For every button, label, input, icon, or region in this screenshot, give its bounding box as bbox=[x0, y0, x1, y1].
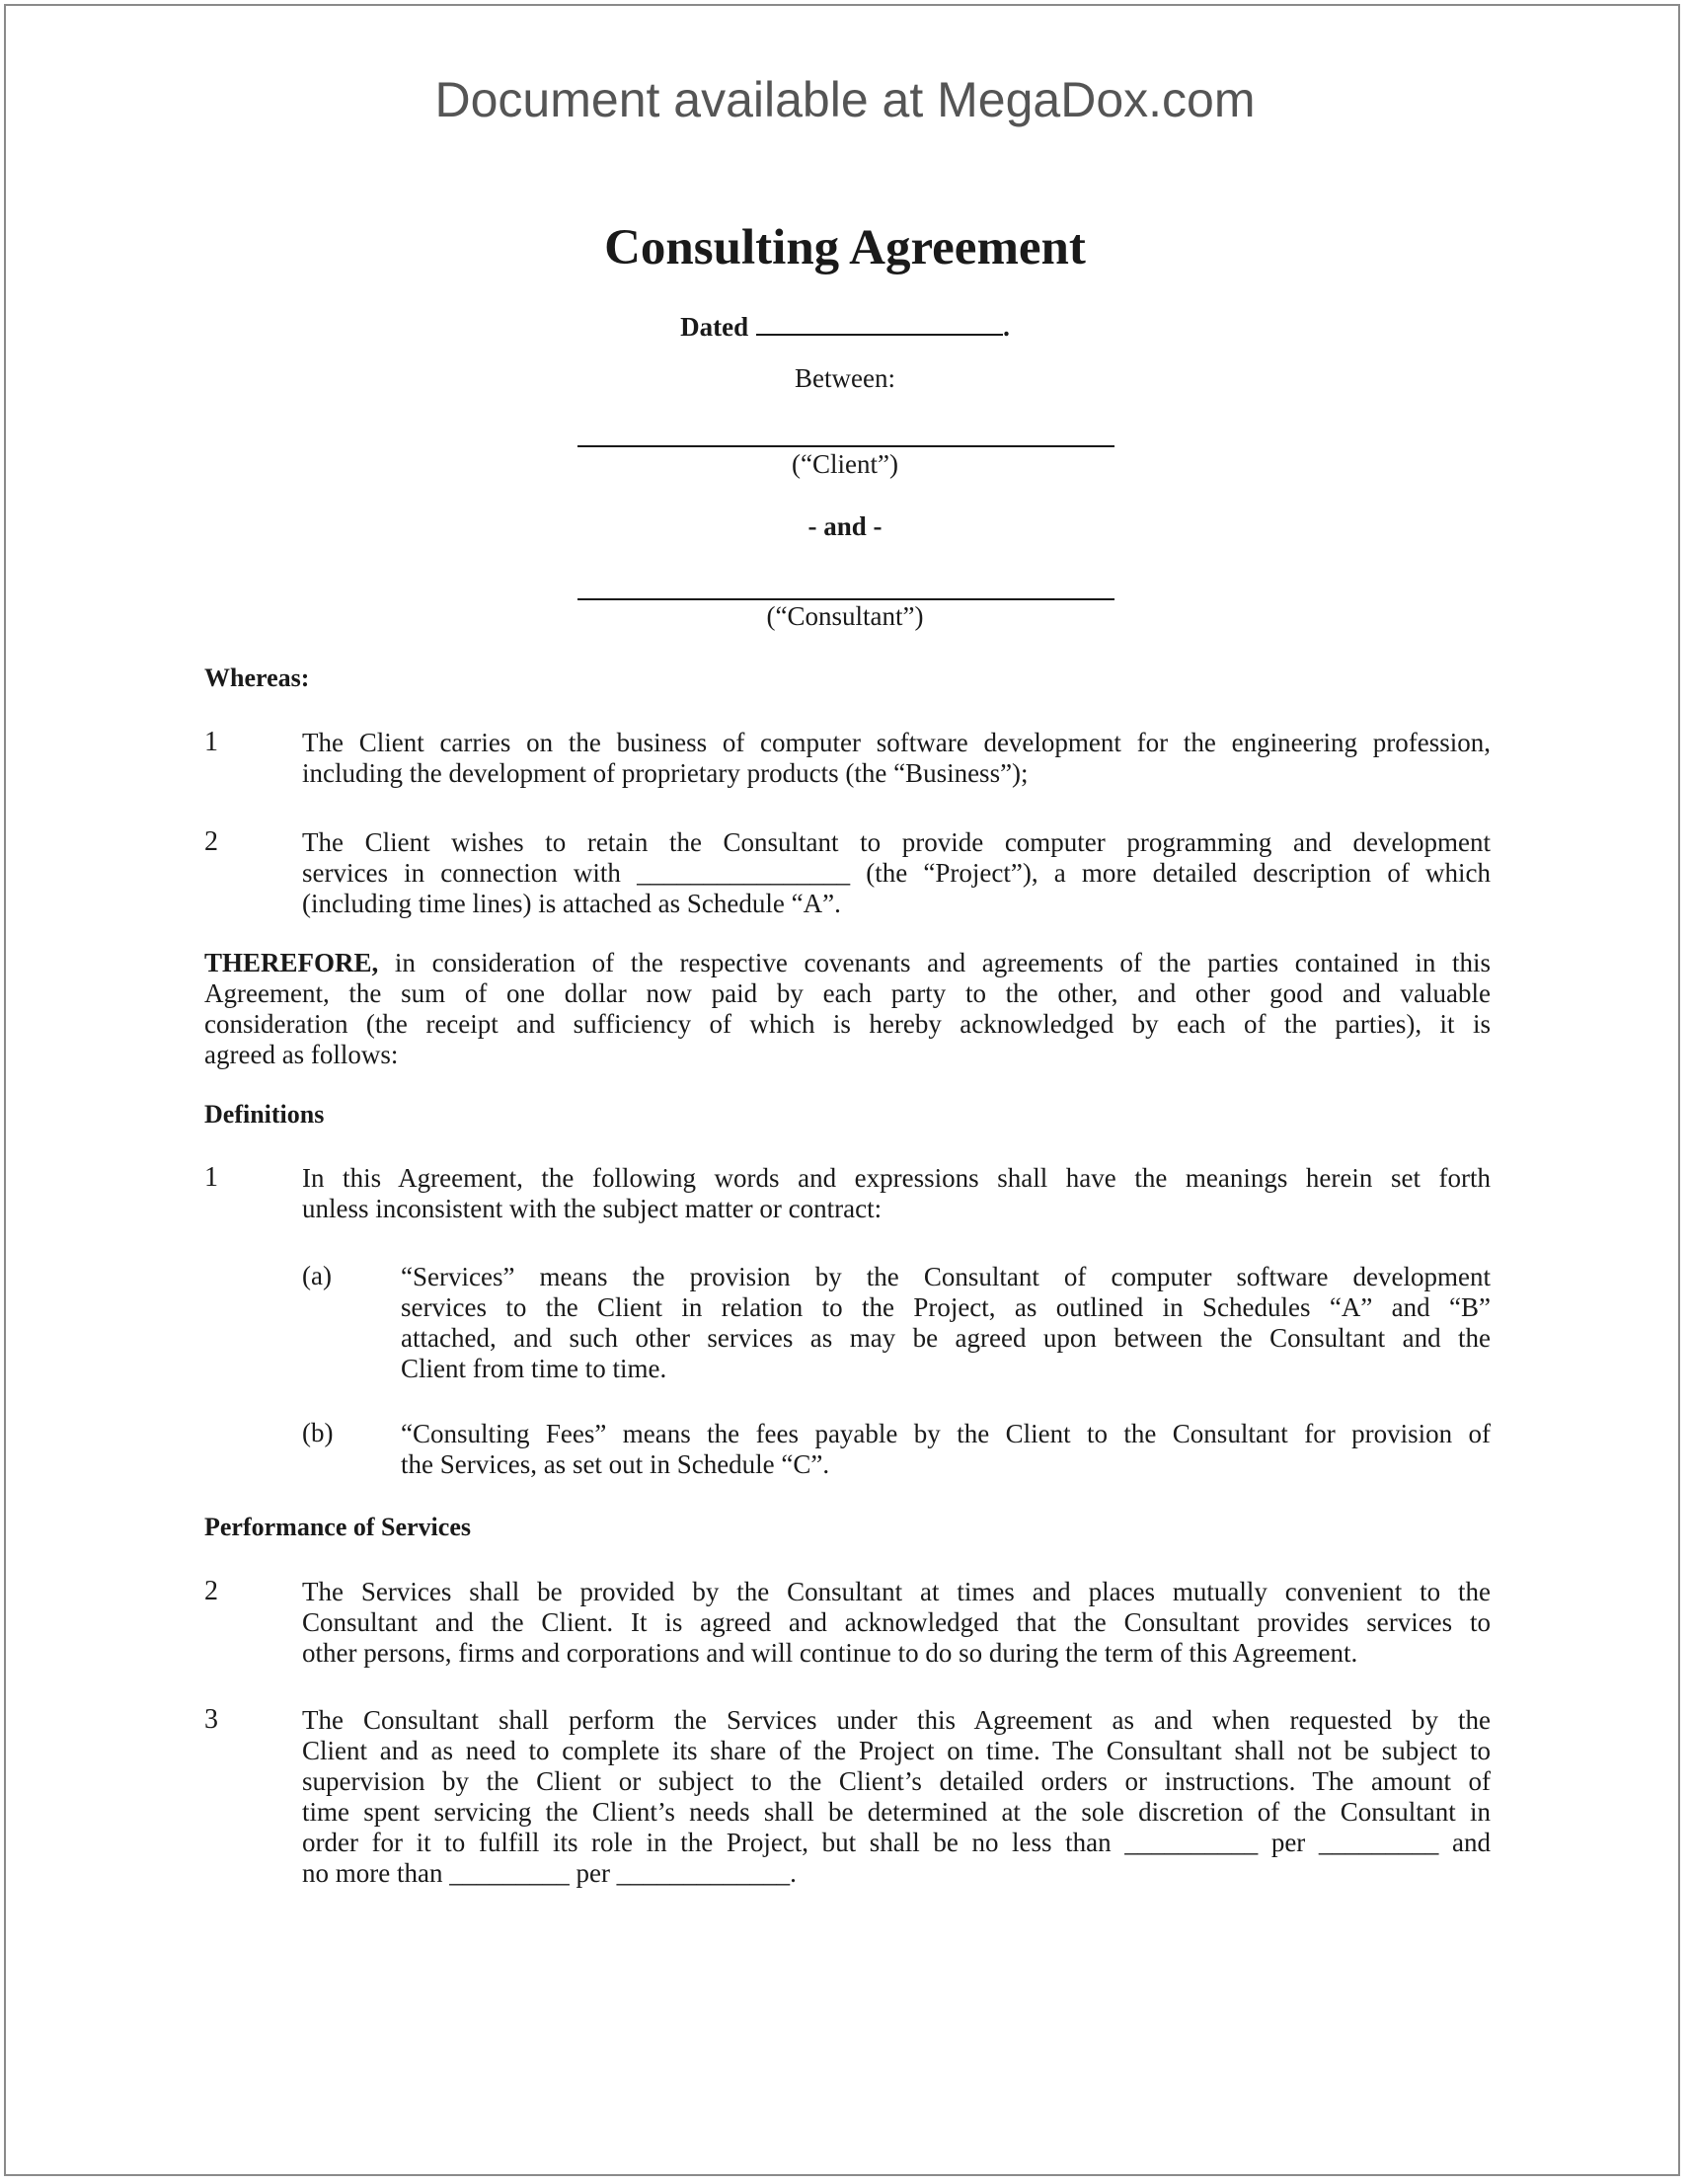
recital-paragraph bbox=[302, 827, 1491, 919]
dated-blank bbox=[756, 308, 1003, 336]
clause-paragraph bbox=[302, 1163, 1491, 1224]
clause-paragraph bbox=[302, 1577, 1491, 1669]
subclause-paragraph bbox=[401, 1262, 1491, 1384]
consultant-signature-line bbox=[577, 598, 1114, 600]
and-separator: - and - bbox=[807, 511, 883, 541]
recital-number: 1 bbox=[204, 727, 218, 757]
subclause-label: (a) bbox=[302, 1261, 332, 1290]
paragraph-line: “Services” means the provision by the Consultant of computer software development bbox=[401, 1262, 1491, 1291]
clause-paragraph bbox=[302, 1705, 1491, 1889]
paragraph-line: including the development of proprietary products (the “Business”); bbox=[302, 758, 1029, 788]
paragraph-line: no more than _________ per _____________. bbox=[302, 1858, 797, 1888]
consultant-tag: (“Consultant”) bbox=[766, 601, 924, 631]
recital-paragraph bbox=[302, 728, 1491, 789]
paragraph-line: The Client wishes to retain the Consultant to provide computer programming and development bbox=[302, 827, 1491, 857]
therefore-line-text: in consideration of the respective covenants and agreements of the parties contained in this bbox=[378, 948, 1491, 977]
recital-number: 2 bbox=[204, 826, 218, 857]
paragraph-line: time spent servicing the Client’s needs shall be determined at the sole discretion of the Consultant in bbox=[302, 1797, 1491, 1827]
therefore-paragraph bbox=[204, 948, 1491, 1070]
paragraph-line: other persons, firms and corporations and will continue to do so during the term of this Agreement. bbox=[302, 1638, 1358, 1668]
paragraph-line: Consultant and the Client. It is agreed and acknowledged that the Consultant provides services to bbox=[302, 1607, 1491, 1637]
subclause-label: (b) bbox=[302, 1418, 334, 1447]
between-label: Between: bbox=[795, 363, 895, 393]
paragraph-line: Agreement, the sum of one dollar now paid by each party to the other, and other good and valuable bbox=[204, 978, 1491, 1008]
whereas-heading: Whereas: bbox=[204, 663, 310, 692]
paragraph-line: Client from time to time. bbox=[401, 1354, 667, 1383]
definitions-heading: Definitions bbox=[204, 1100, 325, 1129]
paragraph-line: attached, and such other services as may be agreed upon between the Consultant and the bbox=[401, 1323, 1491, 1353]
client-signature-line bbox=[577, 445, 1114, 447]
paragraph-line: unless inconsistent with the subject matter or contract: bbox=[302, 1194, 883, 1223]
clause-number: 2 bbox=[204, 1576, 218, 1606]
paragraph-line: “Consulting Fees” means the fees payable by the Client to the Consultant for provision of bbox=[401, 1419, 1491, 1448]
paragraph-line bbox=[204, 948, 1491, 978]
performance-heading: Performance of Services bbox=[204, 1513, 471, 1541]
client-tag: (“Client”) bbox=[792, 449, 898, 479]
paragraph-line: order for it to fulfill its role in the Project, but shall be no less than __________ per _________ and bbox=[302, 1828, 1491, 1857]
paragraph-line: The Client carries on the business of computer software development for the engineering profession, bbox=[302, 728, 1491, 757]
paragraph-line: services in connection with ________________ (the “Project”), a more detailed description of which bbox=[302, 858, 1491, 888]
watermark-text: Document available at MegaDox.com bbox=[434, 72, 1256, 127]
paragraph-line: consideration (the receipt and sufficiency of which is hereby acknowledged by each of the parties), it is bbox=[204, 1009, 1491, 1039]
clause-number: 3 bbox=[204, 1704, 218, 1735]
dated-label: Dated bbox=[680, 312, 749, 342]
paragraph-line: the Services, as set out in Schedule “C”. bbox=[401, 1449, 830, 1479]
paragraph-line: agreed as follows: bbox=[204, 1040, 399, 1069]
clause-number: 1 bbox=[204, 1162, 218, 1193]
paragraph-line: (including time lines) is attached as Schedule “A”. bbox=[302, 889, 841, 918]
document-title: Consulting Agreement bbox=[604, 220, 1086, 275]
dated-line bbox=[0, 308, 1690, 343]
dated-period: . bbox=[1003, 312, 1010, 342]
paragraph-line: services to the Client in relation to the Project, as outlined in Schedules “A” and “B” bbox=[401, 1292, 1491, 1322]
paragraph-line: The Services shall be provided by the Consultant at times and places mutually convenient to the bbox=[302, 1577, 1491, 1606]
subclause-paragraph bbox=[401, 1419, 1491, 1480]
paragraph-line: supervision by the Client or subject to the Client’s detailed orders or instructions. The amount of bbox=[302, 1766, 1491, 1796]
paragraph-line: Client and as need to complete its share of the Project on time. The Consultant shall not be subject to bbox=[302, 1736, 1491, 1765]
paragraph-line: In this Agreement, the following words and expressions shall have the meanings herein set forth bbox=[302, 1163, 1491, 1193]
paragraph-line: The Consultant shall perform the Services under this Agreement as and when requested by the bbox=[302, 1705, 1491, 1735]
therefore-lead: THEREFORE, bbox=[204, 948, 379, 977]
